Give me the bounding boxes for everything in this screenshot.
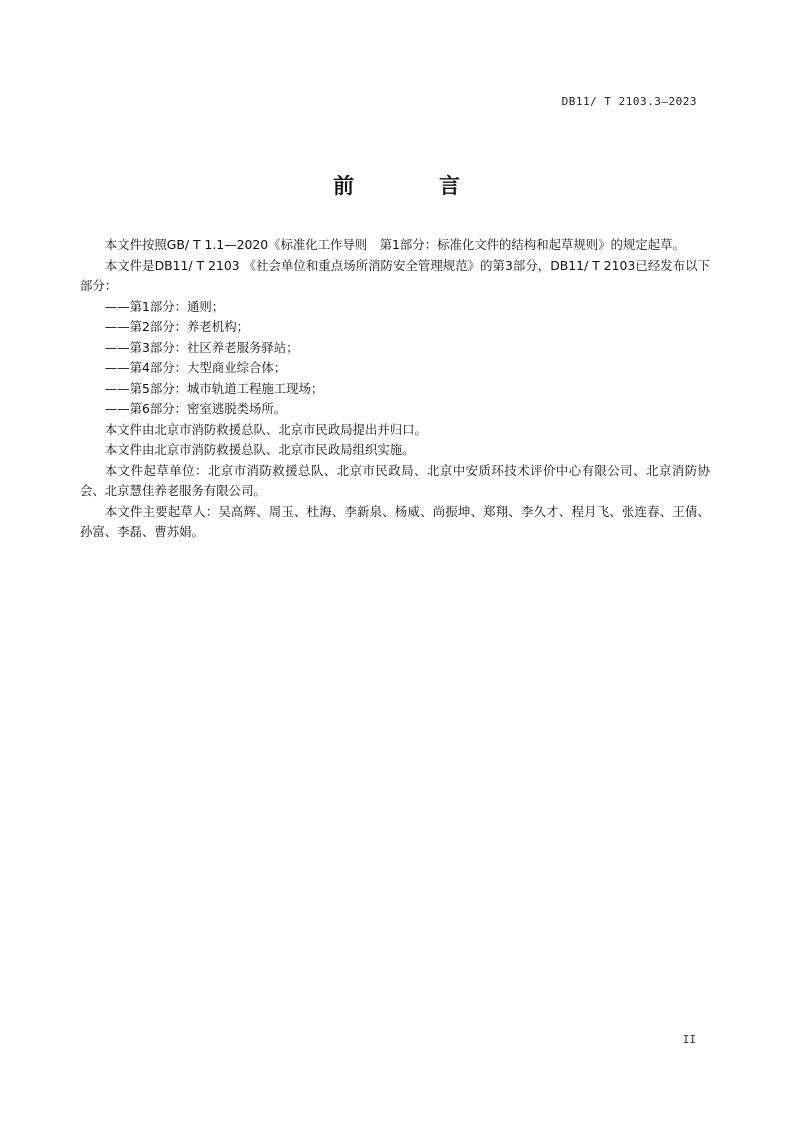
foreword-body: [80, 235, 710, 543]
list-item-part-6: ——第6部分：密室逃脱类场所。: [104, 401, 287, 416]
paragraph-drafting-units: 本文件起草单位：北京市消防救援总队、北京市民政局、北京中安质环技术评价中心有限公司、北京消防协会、北京慧佳养老服务有限公司。: [80, 462, 710, 498]
paragraph-series-intro: 本文件是DB11/ T 2103 《社会单位和重点场所消防安全管理规范》的第3部分，DB11/ T 2103已经发布以下部分：: [80, 257, 710, 293]
list-item-part-4: ——第4部分：大型商业综合体；: [104, 360, 287, 375]
paragraph-proposed-by: 本文件由北京市消防救援总队、北京市民政局提出并归口。: [104, 421, 427, 437]
page-title: 前 言: [333, 174, 492, 198]
page-number: II: [682, 1033, 696, 1046]
list-item-part-1: ——第1部分：通则；: [104, 298, 225, 314]
document-code-header: DB11/ T 2103.3—2023: [561, 95, 697, 108]
list-item-part-5: ——第5部分：城市轨道工程施工现场；: [104, 380, 324, 396]
paragraph-drafters: 本文件主要起草人：吴高辉、周玉、杜海、李新泉、杨威、尚振坤、郑翔、李久才、程月飞、张连春、王倩、孙富、李磊、曹苏娟。: [80, 503, 710, 539]
paragraph-drafting-rules: 本文件按照GB/ T 1.1—2020《标准化工作导则 第1部分：标准化文件的结构和起草规则》的规定起草。: [104, 237, 685, 252]
list-item-part-2: ——第2部分：养老机构；: [104, 319, 249, 334]
paragraph-implemented-by: 本文件由北京市消防救援总队、北京市民政局组织实施。: [104, 442, 415, 457]
list-item-part-3: ——第3部分：社区养老服务驿站；: [104, 339, 299, 355]
